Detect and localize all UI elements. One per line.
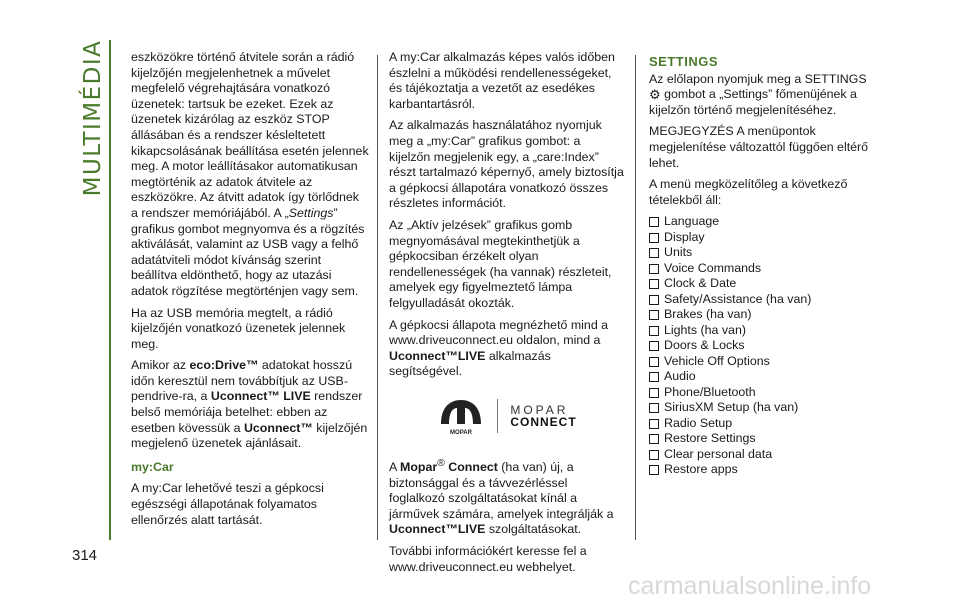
logo-top-text: MOPAR <box>510 402 569 417</box>
col2-p5-c: Connect <box>444 460 498 474</box>
menu-list-item <box>649 385 881 401</box>
menu-list-item <box>649 292 881 308</box>
logo-divider <box>497 399 498 433</box>
bullet-square-icon <box>649 357 659 367</box>
col2-p5-d: (ha van) új, a biztonsággal és a távvezérléssel foglalkozó szolgáltatásokat kínál a járművek számára, amelyek integrálják a <box>389 460 614 521</box>
bullet-square-icon <box>649 419 659 429</box>
col1-p3-b: eco:Drive™ <box>189 358 259 373</box>
col1-p1-italic: Settings <box>288 205 334 220</box>
bullet-square-icon <box>649 310 659 320</box>
gear-icon: ⚙ <box>649 87 661 103</box>
menu-item-label: Restore apps <box>664 462 738 477</box>
menu-item-label: Safety/Assistance (ha van) <box>664 291 812 306</box>
menu-list-item <box>649 230 881 246</box>
menu-item-label: Display <box>664 229 705 244</box>
menu-list-item <box>649 338 881 354</box>
menu-item-label: Brakes (ha van) <box>664 307 752 322</box>
menu-item-label: Phone/Bluetooth <box>664 384 756 399</box>
menu-item-label: Restore Settings <box>664 431 756 446</box>
col2-p5-b: Mopar <box>400 460 438 474</box>
bullet-square-icon <box>649 372 659 382</box>
menu-list-item <box>649 214 881 230</box>
col2-paragraph-4 <box>389 318 625 380</box>
menu-item-label: Units <box>664 245 693 260</box>
section-side-title <box>78 39 108 197</box>
bullet-square-icon <box>649 403 659 413</box>
bullet-square-icon <box>649 388 659 398</box>
col1-p3-d: Uconnect™ LIVE <box>210 389 311 404</box>
column-divider-2 <box>635 55 636 540</box>
menu-list-item <box>649 447 881 463</box>
col2-paragraph-3: Az „Aktív jelzések” grafikus gomb megnyomásával megtekinthetjük a gépkocsiban érzékelt olyan rendellenességek (ha vannak) részleteit, amelyek egy figyelmeztető lámpa felgyulladását okozták. <box>389 217 612 310</box>
menu-list-item <box>649 323 881 339</box>
column-3 <box>649 50 881 478</box>
bullet-square-icon <box>649 450 659 460</box>
col2-paragraph-2: Az alkalmazás használatához nyomjuk meg a „my:Car” grafikus gombot: a kijelzőn megjelenik egy, a „care:Index” részt tartalmazó képernyő, amely biztosítja a gépkocsi állapotára vonatkozó összes részletes információt. <box>389 118 624 211</box>
col3-paragraph-1 <box>649 72 881 119</box>
col1-p1-end: ” grafikus gombot megnyomva és a rögzítés aktiválását, valamint az USB vagy a felhő adatátviteli módot kívánság szerint beállítva eldönthető, hogy az utazási adatok rögzítése megtörténjen vagy sem. <box>131 205 365 298</box>
column-divider-1 <box>377 55 378 540</box>
bullet-square-icon <box>649 465 659 475</box>
col1-p3-a: Amikor az <box>131 358 190 373</box>
column-1 <box>131 50 369 534</box>
section-side-title-text: MULTIMÉDIA <box>80 39 106 197</box>
bullet-square-icon <box>649 248 659 258</box>
menu-list-item <box>649 245 881 261</box>
col1-paragraph-3 <box>131 358 369 452</box>
page-number: 314 <box>72 547 98 564</box>
col1-p3-g: kijelzőjén megjelenő üzenetek ajánlásait. <box>131 420 368 451</box>
col2-paragraph-5 <box>389 456 625 538</box>
col2-p4-a: A gépkocsi állapota megnézhető mind a www.driveuconnect.eu oldalon, mind a <box>389 317 609 348</box>
mopar-m-icon <box>437 396 485 436</box>
mopar-connect-logo <box>389 394 625 438</box>
col3-p1-a: Az előlapon nyomjuk meg a SETTINGS <box>649 71 867 86</box>
bullet-square-icon <box>649 217 659 227</box>
menu-list-item <box>649 400 881 416</box>
menu-list-item <box>649 462 881 478</box>
col1-p3-f: Uconnect™ <box>243 420 313 435</box>
menu-item-label: SiriusXM Setup (ha van) <box>664 400 799 415</box>
settings-menu-list <box>649 214 881 478</box>
col1-p3-c: adatokat hosszú időn keresztül nem továbbítjuk az USB-pendrive-ra, a <box>131 358 353 404</box>
menu-item-label: Doors & Locks <box>664 338 745 353</box>
bullet-square-icon <box>649 264 659 274</box>
col3-p1-b: gombot a „Settings” főmenüjének a kijelzőn történő megjelenítéséhez. <box>649 87 857 117</box>
col1-p3-e: rendszer belső memóriája betelhet: ebben az esetben kövessük a <box>131 389 363 435</box>
bullet-square-icon <box>649 279 659 289</box>
menu-item-label: Lights (ha van) <box>664 322 746 337</box>
menu-item-label: Clock & Date <box>664 276 737 291</box>
logo-wordmark <box>510 404 576 428</box>
menu-list-item <box>649 431 881 447</box>
menu-list-item <box>649 307 881 323</box>
col1-subheading: my:Car <box>131 459 174 474</box>
col2-p5-a: A <box>389 460 401 474</box>
menu-list-item <box>649 261 881 277</box>
bullet-square-icon <box>649 295 659 305</box>
menu-list-item <box>649 276 881 292</box>
menu-item-label: Voice Commands <box>664 260 762 275</box>
col1-paragraph-4: A my:Car lehetővé teszi a gépkocsi egészségi állapotának folyamatos ellenőrzés alatt tartását. <box>131 481 324 527</box>
side-rule <box>109 40 111 540</box>
col3-paragraph-2: MEGJEGYZÉS A menüpontok megjelenítése változattól függően eltérő lehet. <box>649 124 869 170</box>
bullet-square-icon <box>649 326 659 336</box>
col2-p5-sup: ® <box>437 457 445 469</box>
menu-item-label: Clear personal data <box>664 446 773 461</box>
col2-p5-e: Uconnect™LIVE <box>389 522 486 537</box>
menu-list-item <box>649 416 881 432</box>
col3-paragraph-3: A menü megközelítőleg a következő tételekből áll: <box>649 177 848 207</box>
bullet-square-icon <box>649 341 659 351</box>
settings-heading: SETTINGS <box>649 54 719 69</box>
logo-small-text: MOPAR <box>450 429 473 436</box>
bullet-square-icon <box>649 434 659 444</box>
col2-p5-f: szolgáltatásokat. <box>485 522 582 537</box>
col2-p4-c: alkalmazás segítségével. <box>389 348 551 379</box>
col1-p1-text: eszközökre történő átvitele során a rádió kijelzőjén megjelenhetnek a művelet megfelelő végrehajtására vonatkozó üzenetek: tartsuk be ezeket. Ezek az üzenetek kizárólag az eszköz STOP állásában és a rendszer késleltetett kikapcsolásának beállítása esetén jelennek meg. A motor leállításakor automatikusan megtörténik az adatok átvitele az eszközökre. Az átvitt adatok így törlődnek a rendszer memóriájából. A „ <box>131 50 369 220</box>
menu-list-item <box>649 369 881 385</box>
menu-item-label: Vehicle Off Options <box>664 353 770 368</box>
bullet-square-icon <box>649 233 659 243</box>
menu-list-item <box>649 354 881 370</box>
col2-paragraph-1: A my:Car alkalmazás képes valós időben észlelni a működési rendellenességeket, és tájékoztatja a vezetőt az esedékes karbantartásról. <box>389 50 615 111</box>
menu-item-label: Audio <box>664 369 696 384</box>
logo-bottom-text: CONNECT <box>510 414 577 429</box>
column-2 <box>389 50 625 581</box>
menu-item-label: Radio Setup <box>664 415 733 430</box>
col1-paragraph-1 <box>131 50 369 300</box>
col1-paragraph-2: Ha az USB memória megtelt, a rádió kijelzőjén vonatkozó üzenetek jelennek meg. <box>131 305 346 351</box>
col2-paragraph-6: További információkért keresse fel a www.driveuconnect.eu webhelyet. <box>389 543 587 574</box>
watermark: carmanualsonline.info <box>628 572 872 600</box>
menu-item-label: Language <box>664 214 720 229</box>
col2-p4-b: Uconnect™LIVE <box>389 348 486 363</box>
